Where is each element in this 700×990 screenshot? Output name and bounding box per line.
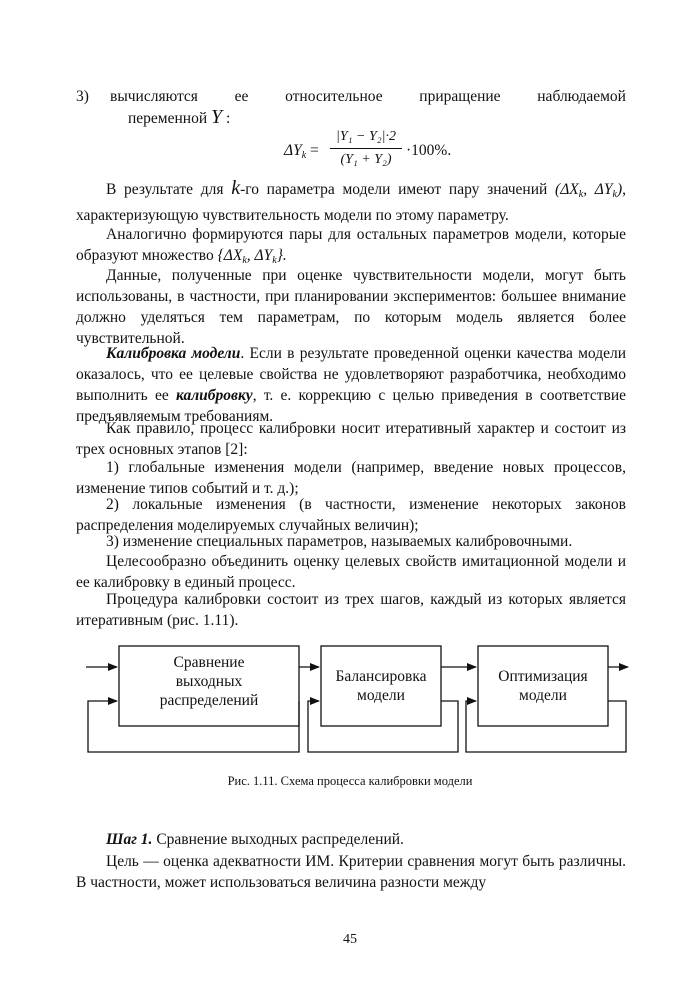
paragraph-rule: Как правило, процесс калибровки носит итеративный характер и состоит из трех основных этапов [2]: — [76, 420, 626, 458]
box-optimize — [478, 646, 608, 726]
paragraph-result: В результате для k-го параметра модели имеют пару значений ($\Delta X_k$, $\Delta Y_k$), характеризующую чувствительность модели по этому параметру. — [76, 177, 627, 224]
word: ее — [234, 88, 249, 105]
paragraph-calibration: Калибровка модели. Если в результате проведенной оценки качества модели оказалось, что ее целевые свойства не удовлетворяют разработчика, необходимо выполнить ее калибровку, т. е. коррекцию с целью приведения в соответствие предъявляемым требованиям. — [76, 345, 627, 425]
stage-2: 2) локальные изменения (в частности, изменение некоторых законов распределения моделируемых случайных величин); — [76, 496, 626, 534]
formula-rhs: ·100%. — [406, 142, 452, 159]
step-1-heading: Шаг 1. Сравнение выходных распределений. — [106, 831, 404, 848]
paragraph-goal: Цель — оценка адекватности ИМ. Критерии сравнения могут быть различны. В частности, может использоваться величина разности между — [76, 853, 626, 891]
box-balance-line-2: модели — [357, 687, 405, 704]
stage-1: 1) глобальные изменения модели (например, введение новых процессов, изменение типов событий и т. д.); — [76, 459, 626, 497]
list-item-line1 — [110, 86, 626, 107]
page-number: 45 — [343, 932, 357, 947]
box-compare-line-2: выходных — [175, 673, 243, 690]
box-balance-line-1: Балансировка — [335, 668, 427, 685]
paragraph-procedure: Процедура калибровки состоит из трех шагов, каждый из которых является итеративным (рис. 1.11). — [76, 591, 626, 629]
step-1-label: Шаг 1. — [106, 831, 153, 848]
box-compare-line-3: распределений — [159, 692, 259, 709]
figure-caption: Рис. 1.11. Схема процесса калибровки модели — [227, 774, 473, 788]
stage-3: 3) изменение специальных параметров, называемых калибровочными. — [106, 533, 573, 550]
word: наблюдаемой — [537, 88, 626, 105]
box-compare-line-1: Сравнение — [173, 654, 245, 671]
box-balance — [321, 646, 441, 726]
formula-numerator: |Y₁ − Y₂|·2 — [336, 129, 396, 144]
variable-y: Y — [211, 106, 223, 128]
paragraph-similar: Аналогично формируются пары для остальных параметров модели, которые образуют множество {$\Delta X_k$, $\Delta Y_k$}. — [76, 226, 626, 266]
term-calibration-2: калибровку — [176, 387, 253, 404]
term-calibration: Калибровка модели — [106, 345, 241, 362]
word: относительное — [285, 88, 383, 105]
paragraph-combine: Целесообразно объединить оценку целевых свойств имитационной модели и ее калибровку в единый процесс. — [76, 553, 626, 591]
paragraph-data: Данные, полученные при оценке чувствительности модели, могут быть использованы, в частности, при планировании экспериментов: большее внимание должно уделяться тем параметрам, по которым модель является более чувствительной. — [76, 267, 626, 347]
calibration-diagram — [0, 630, 700, 770]
list-item-number: 3) — [76, 88, 89, 105]
formula-denominator: (Y₁ + Y₂) — [340, 152, 392, 167]
formula-delta-y — [284, 128, 484, 176]
box-optimize-line-1: Оптимизация — [498, 668, 588, 685]
list-item-line2: переменной Y : — [128, 106, 231, 128]
box-optimize-line-2: модели — [519, 687, 567, 704]
formula-lhs: $\Delta Y_k$ = — [284, 142, 319, 161]
word: вычисляются — [110, 88, 198, 105]
word: приращение — [419, 88, 501, 105]
list-item-3 — [76, 86, 626, 129]
formula-fraction — [330, 128, 402, 169]
